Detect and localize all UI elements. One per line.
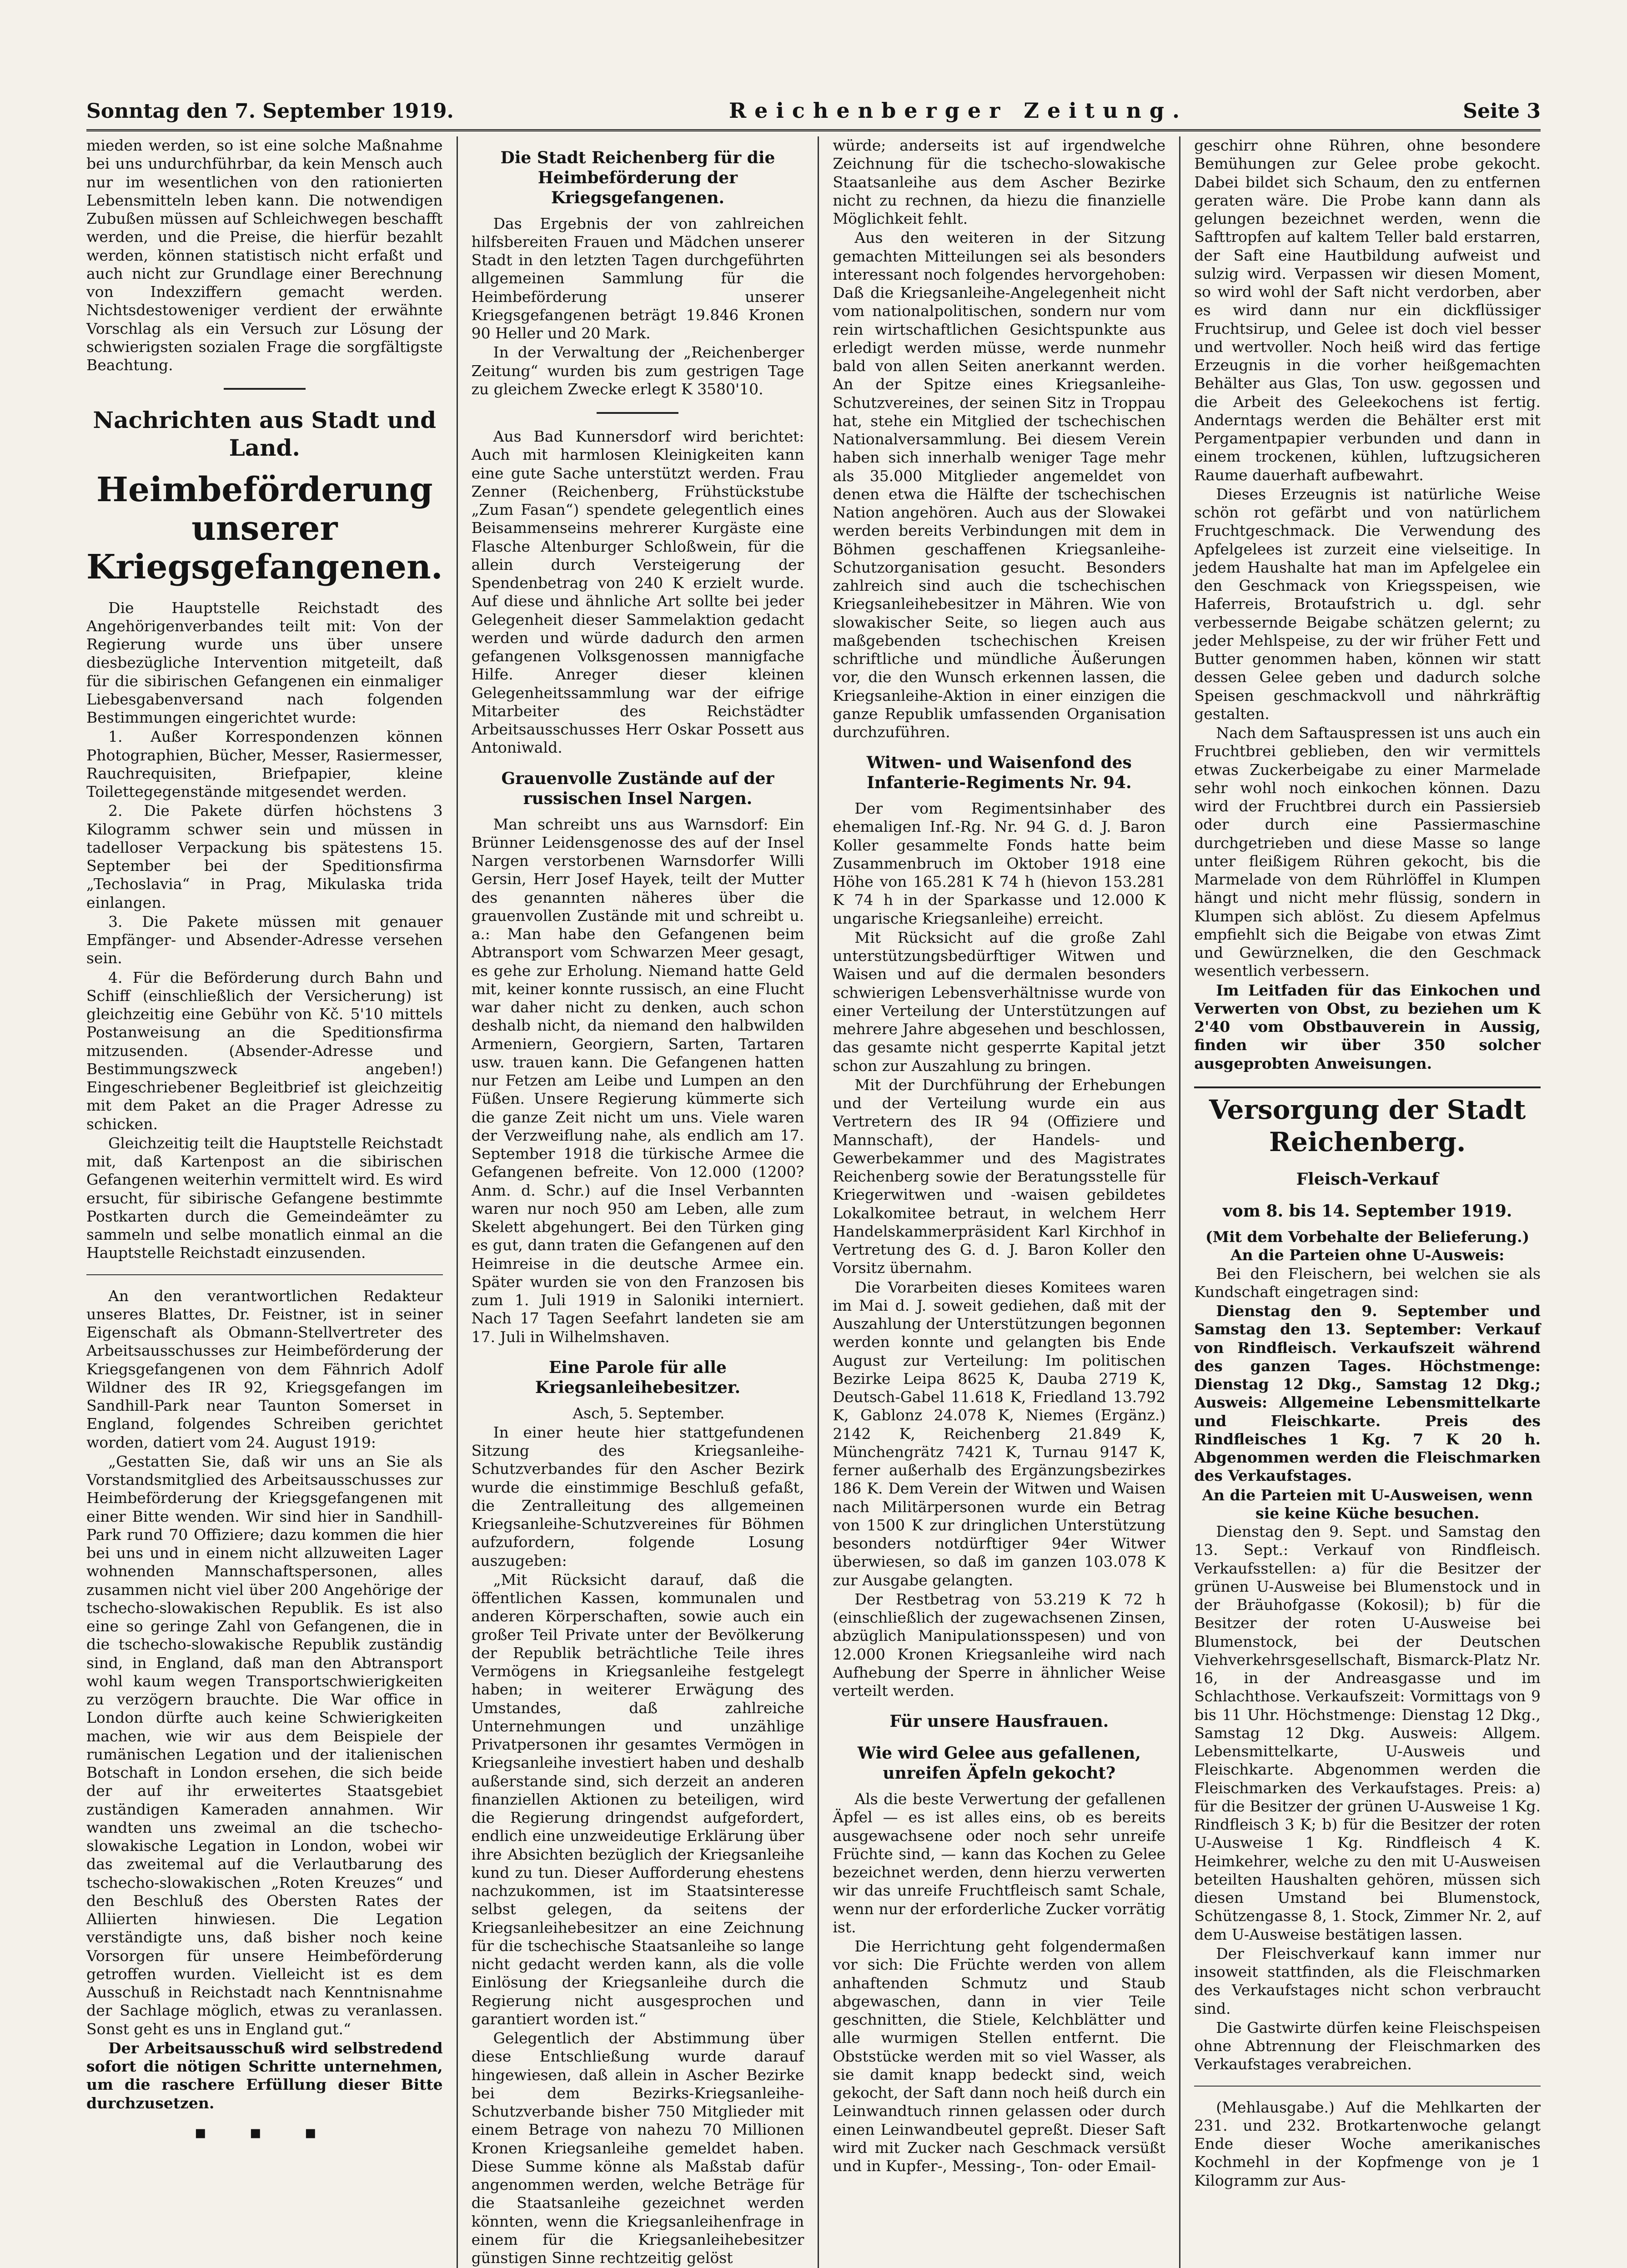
paragraph: Der Restbetrag von 53.219 K 72 h (einschließlich der zugewachsenen Zinsen, abzüglich Manipulationsspesen) und von 12.000 Kronen Kriegsanleihe wird nach Aufhebung der Sperre in ähnlicher Weise verteilt werden. <box>833 1590 1166 1700</box>
paragraph: Gleichzeitig teilt die Hauptstelle Reichstadt mit, daß Kartenpost an die sibirischen Gefangenen weiterhin vermittelt wird. Es wird ersucht, für sibirische Gefangene bestimmte Postkarten durch die Gemeindeämter zu sammeln und selbe monatlich einmal an die Hauptstelle Reichstadt einzusenden. <box>86 1134 443 1262</box>
subheading: An die Parteien ohne U-Ausweis: <box>1230 1246 1505 1264</box>
subheading: vom 8. bis 14. September 1919. <box>1222 1202 1512 1221</box>
paragraph: Der Arbeitsausschuß wird selbstredend sofort die nötigen Schritte unternehmen, um die raschere Erfüllung dieser Bitte durchzusetzen. <box>86 2039 443 2112</box>
paragraph: geschirr ohne Rühren, ohne besondere Bemühungen zur Gelee probe gekocht. Dabei bildet sich Schaum, den zu entfernen geraten wäre. Die Probe kann dann als gelungen bezeichnet werden, wenn die Safttropfen auf kaltem Teller bald erstarren, der Saft eine Hautbildung aufweist und sulzig wird. Verpassen wir diesen Moment, so wird wohl der Saft nicht verdorben, aber es wird dann nur ein dickflüssiger Fruchtsirup, und Gelee ist doch viel besser und wertvoller. Noch heiß wird das fertige Erzeugnis in die vorher heißgemachten Behälter aus Glas, Ton usw. gegossen und die Arbeit des Geleekochens ist fertig. Anderntags werden die Behälter erst mit Pergamentpapier verbunden und dann in einem trockenen, kühlen, luftzugsicheren Raume dauerhaft aufbewahrt. <box>1194 136 1541 484</box>
column-3 <box>818 136 1179 2268</box>
subheading: An die Parteien mit U-Ausweisen, wenn sie keine Küche besuchen. <box>1202 1486 1533 1522</box>
paragraph: Man schreibt uns aus Warnsdorf: Ein Brünner Leidensgenosse des auf der Insel Nargen verstorbenen Warnsdorfer Willi Gersin, Herr Josef Hayek, teilt der Mutter des genannten näheres über die grauenvollen Zustände mit und schreibt u. a.: Man habe den Gefangenen beim Abtransport vom Schwarzen Meer gesagt, es gehe zur Erholung. Niemand hatte Geld mit, keiner konnte russisch, an eine Flucht war daher nicht zu denken, auch schon deshalb nicht, da niemand den halbwilden Armeniern, Georgiern, Sarten, Tartaren usw. trauen kann. Die Gefangenen hatten nur Fetzen am Leibe und Lumpen an den Füßen. Unsere Regierung kümmerte sich die ganze Zeit nicht um uns. Viele waren der Verzweiflung nahe, als endlich am 17. September 1918 die türkische Armee die Gefangenen befreite. Von 12.000 (1200? Anm. d. Schr.) auf die Insel Verbannten waren nur noch 950 am Leben, alle zum Skelett abgehungert. Bei den Türken ging es gut, dann traten die Gefangenen auf den Heimreise in die deutsche Armee ein. Später wurden sie von den Franzosen bis zum 1. Juli 1919 in Saloniki interniert. Nach 17 Tagen Seefahrt landeten sie am 17. Juli in Wilhelmshaven. <box>471 815 804 1346</box>
paragraph: würde; anderseits ist auf irgendwelche Zeichnung für die tschecho-slowakische Staatsanleihe aus dem Ascher Bezirke nicht zu rechnen, da hiezu die finanzielle Möglichkeit fehlt. <box>833 136 1166 227</box>
paragraph: 2. Die Pakete dürfen höchstens 3 Kilogramm schwer sein und müssen in tadelloser Verpackung bis spätestens 15. September bei der Speditionsfirma „Techoslavia“ in Prag, Mikulaska trida einlangen. <box>86 802 443 911</box>
article-title: Eine Parole für alle Kriegsanleihebesitzer. <box>535 1358 741 1397</box>
paragraph: Mit der Durchführung der Erhebungen und der Verteilung wurde ein aus Vertretern des IR 94 (Offiziere und Mannschaft), der Handels- und Gewerbekammer und des Magistrates Reichenberg sowie der Beratungsstelle für Kriegerwitwen und -waisen gebildetes Lokalkomitee betraut, in welchem Herr Handelskammerpräsident Karl Kirchhof in Vertretung des G. d. J. Baron Koller den Vorsitz übernahm. <box>833 1076 1166 1277</box>
column-4 <box>1179 136 1541 2268</box>
paragraph: In einer heute hier stattgefundenen Sitzung des Kriegsanleihe-Schutzverbandes für den Ascher Bezirk wurde die einstimmige Beschluß gefaßt, die Zentralleitung des allgemeinen Kriegsanleihe-Schutzvereines für Böhmen aufzufordern, folgende Losung auszugeben: <box>471 1423 804 1569</box>
subheading: Fleisch-Verkauf <box>1296 1170 1439 1189</box>
columns <box>86 136 1541 2267</box>
article-title: Für unsere Hausfrauen. <box>889 1712 1109 1731</box>
article-title: Witwen- und Waisenfond des Infanterie-Regiments Nr. 94. <box>866 753 1132 793</box>
paragraph: Die Gastwirte dürfen keine Fleischspeisen ohne Abtrennung der Fleischmarken des Verkaufstages verabreichen. <box>1194 2018 1541 2073</box>
paragraph: „Mit Rücksicht darauf, daß die öffentlichen Kassen, kommunalen und anderen Körperschaften, sowie auch ein großer Teil Private unter der Bevölkerung der Republik beträchtliche Teile ihres Vermögens in Kriegsanleihe festgelegt haben; in weiterer Erwägung des Umstandes, daß zahlreiche Unternehmungen und unzählige Privatpersonen ihr gesamtes Vermögen in Kriegsanleihe investiert haben und deshalb außerstande sind, sich derzeit an anderen finanziellen Aktionen zu beteiligen, wird die Regierung dringendst aufgefordert, endlich eine unzweideutige Erklärung über ihre Absichten bezüglich der Kriegsanleihe kund zu tun. Dieser Aufforderung ehestens nachzukommen, ist im Staatsinteresse selbst gelegen, da seitens der Kriegsanleihebesitzer an eine Zeichnung für die tschechische Staatsanleihe so lange nicht gedacht werden kann, als die volle Einlösung der Kriegsanleihe durch die Regierung nicht ausgesprochen und garantiert worden ist.“ <box>471 1570 804 2028</box>
column-2 <box>457 136 818 2268</box>
paragraph: mieden werden, so ist eine solche Maßnahme bei uns undurchführbar, da kein Mensch auch nur im wesentlichen von den rationierten Lebensmitteln leben kann. Die notwendigen Zubußen müssen auf Schleichwegen beschafft werden, und die Preise, die hierfür bezahlt werden, können statistisch nicht erfaßt und auch nicht zur Grundlage einer Berechnung von Indexziffern gemacht werden. Nichtsdestoweniger verdient der erwähnte Vorschlag als ein Versuch zur Lösung der schwierigsten sozialen Frage die sorgfältigste Beachtung. <box>86 136 443 374</box>
header-page-number: Seite 3 <box>1463 100 1541 123</box>
divider <box>86 1274 443 1275</box>
paragraph: Der Fleischverkauf kann immer nur insoweit stattfinden, als die Fleischmarken des Verkaufstages nicht schon verbraucht sind. <box>1194 1944 1541 2017</box>
article-subtitle: Wie wird Gelee aus gefallenen, unreifen Äpfeln gekocht? <box>857 1744 1141 1783</box>
paragraph: Aus Bad Kunnersdorf wird berichtet: Auch mit harmlosen Kleinigkeiten kann eine gute Sache unterstützt werden. Frau Zenner (Reichenberg, Frühstückstube „Zum Fasan“) spendete gelegentlich eines Beisammenseins mehrerer Kurgäste eine Flasche Altenburger Schloßwein, für die allein durch Versteigerung der Spendenbetrag von 240 K erzielt wurde. Auf diese und ähnliche Art sollte bei jeder Gelegenheit dieser Sammelaktion gedacht werden und würde dadurch den armen gefangenen Volksgenossen mannigfache Hilfe. Anreger dieser kleinen Gelegenheitssammlung war der eifrige Mitarbeiter des Reichstädter Arbeitsausschusses Herr Oskar Possett aus Antoniwald. <box>471 427 804 757</box>
paragraph: (Mehlausgabe.) Auf die Mehlkarten der 231. und 232. Brotkartenwoche gelangt Ende dieser Woche amerikanisches Kochmehl in der Kopfmenge von je 1 Kilogramm zur Aus- <box>1194 2098 1541 2189</box>
paragraph: Im Leitfaden für das Einkochen und Verwerten von Obst, zu beziehen um K 2'40 vom Obstbauverein in Aussig, finden wir über 350 solcher ausgeprobten Anweisungen. <box>1194 981 1541 1072</box>
paragraph: Der vom Regimentsinhaber des ehemaligen Inf.-Rg. Nr. 94 G. d. J. Baron Koller gesammelte Fonds hatte beim Zusammenbruch im Oktober 1918 eine Höhe von 165.281 K 74 h (hievon 153.281 K 74 h in der Sparkasse und 12.000 K ungarische Kriegsanleihe) erreicht. <box>833 800 1166 927</box>
paragraph: Bei den Fleischern, bei welchen sie als Kundschaft eingetragen sind: <box>1194 1264 1541 1301</box>
subheading: (Mit dem Vorbehalte der Belieferung.) <box>1205 1228 1530 1246</box>
dateline: Asch, 5. September. <box>572 1404 725 1422</box>
article-title: Grauenvolle Zustände auf der russischen Insel Nargen. <box>501 769 774 808</box>
paragraph: In der Verwaltung der „Reichenberger Zeitung“ wurden bis zum gestrigen Tage zu gleichem Zwecke erlegt K 3580'10. <box>471 343 804 398</box>
article-title: Heimbeförderung unserer Kriegsgefangenen. <box>86 470 443 587</box>
paragraph: Gelegentlich der Abstimmung über diese Entschließung wurde darauf hingewiesen, daß allein in Ascher Bezirke bei dem Bezirks-Kriegsanleihe-Schutzverbande bisher 750 Mitglieder mit einem Betrage von nahezu 70 Millionen Kronen Kriegsanleihe gemeldet haben. Diese Summe könne als Maßstab dafür angenommen werden, welche Beträge für die Staatsanleihe gezeichnet werden könnten, wenn die Kriegsanleihenfrage in einem für die Kriegsanleihebesitzer günstigen Sinne rechtzeitig gelöst <box>471 2029 804 2267</box>
divider <box>597 412 678 414</box>
paragraph: Die Vorarbeiten dieses Komitees waren im Mai d. J. soweit gediehen, daß mit der Auszahlung der Unterstützungen begonnen werden konnte und gelangten bis Ende August zur Verteilung: Im politischen Bezirke Leipa 8625 K, Dauba 2719 K, Deutsch-Gabel 11.618 K, Friedland 13.792 K, Gablonz 24.078 K, Niemes (Ergänz.) 2142 K, Reichenberg 21.849 K, Münchengrätz 7421 K, Turnau 9147 K, ferner außerhalb des Ergänzungsbezirkes 186 K. Dem Verein der Witwen und Waisen nach Militärpersonen wurde ein Betrag von 1500 K zur dringlichen Unterstützung besonders notdürftiger 94er Witwer überwiesen, so daß im ganzen 103.078 K zur Ausgabe gelangten. <box>833 1278 1166 1589</box>
section-heading: Nachrichten aus Stadt und Land. <box>93 407 437 462</box>
paragraph: Dienstag den 9. Sept. und Samstag den 13. Sept.: Verkauf von Rindfleisch. Verkaufsstellen: a) für die Besitzer der grünen U-Ausweise bei Blumenstock und in der Bräuhofgasse (Kokosil); b) für die Besitzer der roten U-Ausweise bei Blumenstock, bei der Deutschen Viehverkehrsgesellschaft, Bismarck-Platz Nr. 16, in der Andreasgasse und im Schlachthose. Verkaufszeit: Vormittags von 9 bis 11 Uhr. Höchstmenge: Dienstag 12 Dkg., Samstag 12 Dkg. Ausweis: Allgem. Lebensmittelkarte, U-Ausweis und Fleischkarte. Abgenommen werden die Fleischmarken des Verkaufstages. Preis: a) für die Besitzer der grünen U-Ausweise 1 Kg. Rindfleisch 3 K; b) für die Besitzer der roten U-Ausweise 1 Kg. Rindfleisch 4 K. Heimkehrer, welche zu den mit U-Ausweisen beteilten Haushalten gehören, müssen sich diesen Umstand bei Blumenstock, Schützengasse 8, 1. Stock, Zimmer Nr. 2, auf dem U-Ausweise bestätigen lassen. <box>1194 1523 1541 1943</box>
paragraph: 4. Für die Beförderung durch Bahn und Schiff (einschließlich der Versicherung) ist gleichzeitig eine Gebühr von Kč. 5'10 mittels Postanweisung an die Speditionsfirma mitzusenden. (Absender-Adresse und Bestimmungszweck angeben!) Eingeschriebener Begleitbrief ist gleichzeitig mit dem Paket an die Prager Adresse zu schicken. <box>86 968 443 1133</box>
divider <box>1194 2086 1541 2087</box>
paragraph: Das Ergebnis der von zahlreichen hilfsbereiten Frauen und Mädchen unserer Stadt in den letzten Tagen durchgeführten allgemeinen Sammlung für die Heimbeförderung unserer Kriegsgefangenen beträgt 19.846 Kronen 90 Heller und 20 Mark. <box>471 214 804 342</box>
paragraph: Nach dem Saftauspressen ist uns auch ein Fruchtbrei geblieben, den wir vermittels etwas Zuckerbeigabe zu einer Marmelade sehr wohl noch einkochen können. Dazu wird der Fruchtbrei durch ein Passiersieb oder durch eine Passiermaschine durchgetrieben und diese Masse so lange unter fleißigem Rühren gekocht, bis die Marmelade von dem Rührlöffel in Klumpen hängt und nicht mehr flüssig, sondern in Klumpen sich ablöst. Zu diesem Apfelmus empfiehlt sich die Beigabe von etwas Zimt und Gewürznelken, die den Geschmack wesentlich verbessern. <box>1194 724 1541 980</box>
divider <box>224 388 306 390</box>
paragraph: Die Hauptstelle Reichstadt des Angehörigenverbandes teilt mit: Von der Regierung wurde uns über unsere diesbezügliche Intervention mitgeteilt, daß für die sibirischen Gefangenen ein einmaliger Liebesgabenversand nach folgenden Bestimmungen eingerichtet wurde: <box>86 598 443 727</box>
column-1 <box>86 136 457 2268</box>
paragraph: Die Herrichtung geht folgendermaßen vor sich: Die Früchte werden von allem anhaftenden Schmutz und Staub abgewaschen, dann in vier Teile geschnitten, die Stiele, Kelchblätter und alle wurmigen Stellen entfernt. Die Obststücke werden mit so viel Wasser, als sie damit knapp bedeckt sind, weich gekocht, der Saft dann noch heiß durch ein Leinwandtuch rinnen gelassen oder durch einen Leinwandbeutel gepreßt. Dieser Saft wird mit Zucker nach Geschmack versüßt und in Kupfer-, Messing-, Ton- oder Email- <box>833 1937 1166 2175</box>
paragraph: Mit Rücksicht auf die große Zahl unterstützungsbedürftiger Witwen und Waisen und auf die dermalen besonders schwierigen Lebensverhältnisse wurde von einer Verteilung der Unterstützungen auf mehrere Jahre abgesehen und beschlossen, das gesamte nicht gesperrte Kapital jetzt schon zur Auszahlung zu bringen. <box>833 928 1166 1075</box>
paragraph: Als die beste Verwertung der gefallenen Äpfel — es ist alles eins, ob es bereits ausgewachsene oder noch sehr unreife Früchte sind, — kann das Kochen zu Gelee bezeichnet werden, denn hierzu verwerten wir das unreife Fruchtfleisch samt Schale, wenn nur der erforderliche Zucker vorrätig ist. <box>833 1790 1166 1936</box>
header-date: Sonntag den 7. September 1919. <box>86 100 454 123</box>
page-header <box>86 82 1541 131</box>
paragraph: 1. Außer Korrespondenzen können Photographien, Bücher, Messer, Rasiermesser, Rauchrequisiten, Briefpapier, kleine Toilettegegenstände mitgesendet werden. <box>86 728 443 801</box>
paragraph: Dienstag den 9. September und Samstag den 13. September: Verkauf von Rindfleisch. Verkaufszeit während des ganzen Tages. Höchstmenge: Dienstag 12 Dkg., Samstag 12 Dkg.; Ausweis: Allgemeine Lebensmittelkarte und Fleischkarte. Preis des Rindfleisches 1 Kg. 7 K 20 h. Abgenommen werden die Fleischmarken des Verkaufstages. <box>1194 1302 1541 1485</box>
paragraph: Aus den weiteren in der Sitzung gemachten Mitteilungen sei als besonders interessant noch folgendes hervorgehoben: Daß die Kriegsanleihe-Angelegenheit nicht vom nationalpolitischen, sondern nur vom rein wirtschaftlichen Gesichtspunkte aus erledigt werden müsse, werde nunmehr bald von allen Seiten anerkannt werden. An der Spitze eines Kriegsanleihe-Schutzvereines, der seinen Sitz in Troppau hat, stehe ein Mitglied der tschechischen Nationalversammlung. Bei diesem Verein haben sich innerhalb weniger Tage mehr als 35.000 Mitglieder angemeldet von denen etwa die Hälfte der tschechischen Nation angehören. Auch aus der Slowakei werden bereits Verbindungen mit dem in Böhmen geschaffenen Kriegsanleihe-Schutzorganisation gesucht. Besonders zahlreich sind auch die tschechischen Kriegsanleihebesitzer in Mähren. Wie von slowakischer Seite, so liegen auch aus maßgebenden tschechischen Kreisen schriftliche und mündliche Äußerungen vor, die den Wunsch erkennen lassen, die Kriegsanleihe-Aktion in einer einzigen die ganze Republik umfassenden Organisation durchzuführen. <box>833 229 1166 741</box>
paragraph: An den verantwortlichen Redakteur unseres Blattes, Dr. Feistner, ist in seiner Eigenschaft als Obmann-Stellvertreter des Arbeitsausschusses zur Heimbeförderung der Kriegsgefangenen von dem Fähnrich Adolf Wildner des IR 92, Kriegsgefangen im Sandhill-Park near Taunton Somerset in England, folgendes Schreiben gerichtet worden, datiert vom 24. August 1919: <box>86 1287 443 1451</box>
article-title: Versorgung der Stadt Reichenberg. <box>1194 1086 1541 1158</box>
paragraph: „Gestatten Sie, daß wir uns an Sie als Vorstandsmitglied des Arbeitsausschusses zur Heimbeförderung der Kriegsgefangenen mit einer Bitte wenden. Wir sind hier in Sandhill-Park rund 70 Offiziere; dazu kommen die hier bei uns und in einem nicht allzuweiten Lager wohnenden Mannschaftspersonen, alles zusammen nicht viel über 200 Angehörige der tschecho-slowakischen Republik. Es ist also eine so geringe Zahl von Gefangenen, die in die tschecho-slowakische Republik zuständig sind, in England, daß man den Abtransport wohl kaum wegen Transportschwierigkeiten zu verzögern brauchte. Die War office in London dürfte auch keine Schwierigkeiten machen, wie wir aus dem Beispiele der rumänischen Legation und der italienischen Botschaft in London ersehen, die sich beide der auf ihr erweitertes Staatsgebiet zuständigen Kameraden annahmen. Wir wandten uns zweimal an die tschecho-slowakische Legation in London, wobei wir das zweitemal auf die Verlautbarung des tschecho-slowakischen „Roten Kreuzes“ und den Beschluß des Obersten Rates der Alliierten hinwiesen. Die Legation verständigte uns, daß bisher noch keine Vorsorgen für unsere Heimbeförderung getroffen wurden. Vielleicht ist es dem Ausschuß in Reichstadt nach Kenntnisnahme der Sachlage möglich, etwas zu veranlassen. Sonst geht es uns in England gut.“ <box>86 1452 443 2038</box>
header-paper-name: Reichenberger Zeitung. <box>728 98 1188 123</box>
paragraph: 3. Die Pakete müssen mit genauer Empfänger- und Absender-Adresse versehen sein. <box>86 912 443 967</box>
paragraph: Dieses Erzeugnis ist natürliche Weise schön rot gefärbt und von natürlichem Fruchtgeschmack. Die Verwendung des Apfelgelees ist zurzeit eine vielseitige. In jedem Haushalte hat man im Apfelgelee ein den Geschmack von Kriegsspeisen, wie Haferreis, Brotaufstrich u. dgl. sehr verbessernde Beigabe schätzen gelernt; zu jeder Mehlspeise, zu der wir früher Fett und Butter genommen haben, können wir statt dessen Gelee geben und dadurch solche Speisen geschmackvoll und nährkräftig gestalten. <box>1194 485 1541 723</box>
ornament-divider: ▪ ▪ ▪ <box>194 2121 335 2143</box>
article-title: Die Stadt Reichenberg für die Heimbeförderung der Kriegsgefangenen. <box>500 148 775 207</box>
